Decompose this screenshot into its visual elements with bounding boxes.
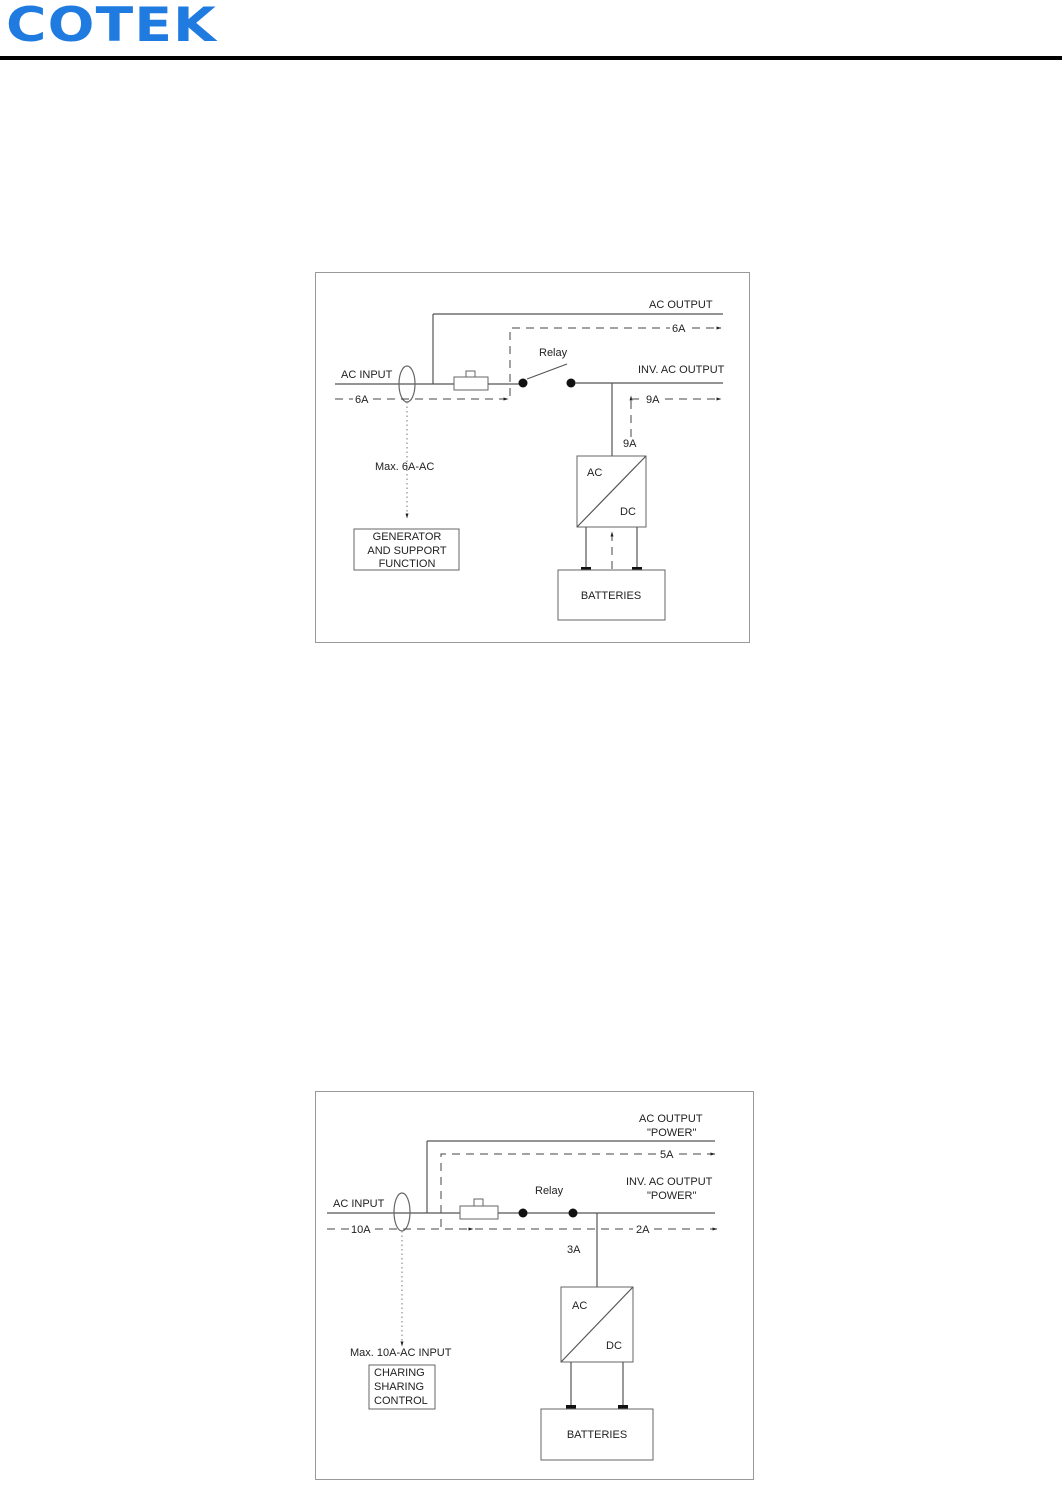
breaker-icon: [454, 377, 488, 390]
inv-ac-output-label: INV. AC OUTPUT: [626, 1176, 713, 1188]
ac-input-label: AC INPUT: [341, 369, 393, 381]
breaker-knob-icon: [474, 1199, 483, 1206]
inv-ac-output-label-power: "POWER": [647, 1190, 697, 1202]
converter-dc-label: DC: [606, 1340, 622, 1352]
wiring-diagram-charging-sharing: [315, 1091, 755, 1486]
relay-label: Relay: [539, 347, 568, 359]
function-box-line-2: SHARING: [374, 1381, 425, 1393]
inverter-flow-label: 9A: [623, 438, 637, 450]
breaker-icon: [460, 1206, 498, 1219]
charger-flow-label: 3A: [567, 1244, 581, 1256]
relay-contact-left-icon: [519, 1209, 528, 1218]
relay-contact-right-icon: [569, 1209, 578, 1218]
ac-output-label: AC OUTPUT: [649, 299, 713, 311]
ac-input-label: AC INPUT: [333, 1198, 385, 1210]
inv-ac-output-label: INV. AC OUTPUT: [638, 364, 725, 376]
max-current-label: Max. 10A-AC INPUT: [350, 1347, 452, 1359]
ac-output-flow-label: 5A: [660, 1149, 674, 1161]
ac-output-label: AC OUTPUT: [639, 1113, 703, 1125]
ac-output-label-power: "POWER": [647, 1127, 697, 1139]
function-box-line-1: CHARING: [374, 1367, 425, 1379]
batteries-label: BATTERIES: [580, 590, 642, 602]
relay-label: Relay: [535, 1185, 564, 1197]
function-box-line-3: CONTROL: [374, 1395, 428, 1407]
converter-dc-label: DC: [620, 506, 636, 518]
ac-output-flow-label: 6A: [672, 323, 686, 335]
converter-ac-label: AC: [587, 467, 603, 479]
relay-contact-right-icon: [567, 379, 576, 388]
cotek-logo: [6, 4, 220, 44]
header-rule: [0, 56, 1062, 60]
battery-terminal-pos-icon: [618, 1405, 628, 1409]
breaker-knob-icon: [466, 371, 475, 377]
relay-contact-left-icon: [519, 379, 528, 388]
logo-text: COTEK: [6, 4, 218, 44]
wiring-diagram-generator-support: [315, 272, 751, 650]
inv-output-flow-label: 9A: [646, 394, 660, 406]
batteries-label: BATTERIES: [566, 1429, 628, 1441]
max-current-label: Max. 6A-AC: [375, 461, 435, 473]
converter-ac-label: AC: [572, 1300, 588, 1312]
page-header: [0, 0, 1062, 64]
ac-input-flow-label: 10A: [351, 1224, 371, 1236]
function-box-line-1: GENERATOR: [372, 531, 442, 543]
ac-input-flow-label: 6A: [355, 394, 369, 406]
inv-output-flow-label: 2A: [636, 1224, 650, 1236]
diagram-frame: [316, 1092, 754, 1480]
battery-terminal-neg-icon: [566, 1405, 576, 1409]
function-box-line-2: AND SUPPORT: [367, 545, 447, 557]
function-box-line-3: FUNCTION: [378, 558, 436, 570]
